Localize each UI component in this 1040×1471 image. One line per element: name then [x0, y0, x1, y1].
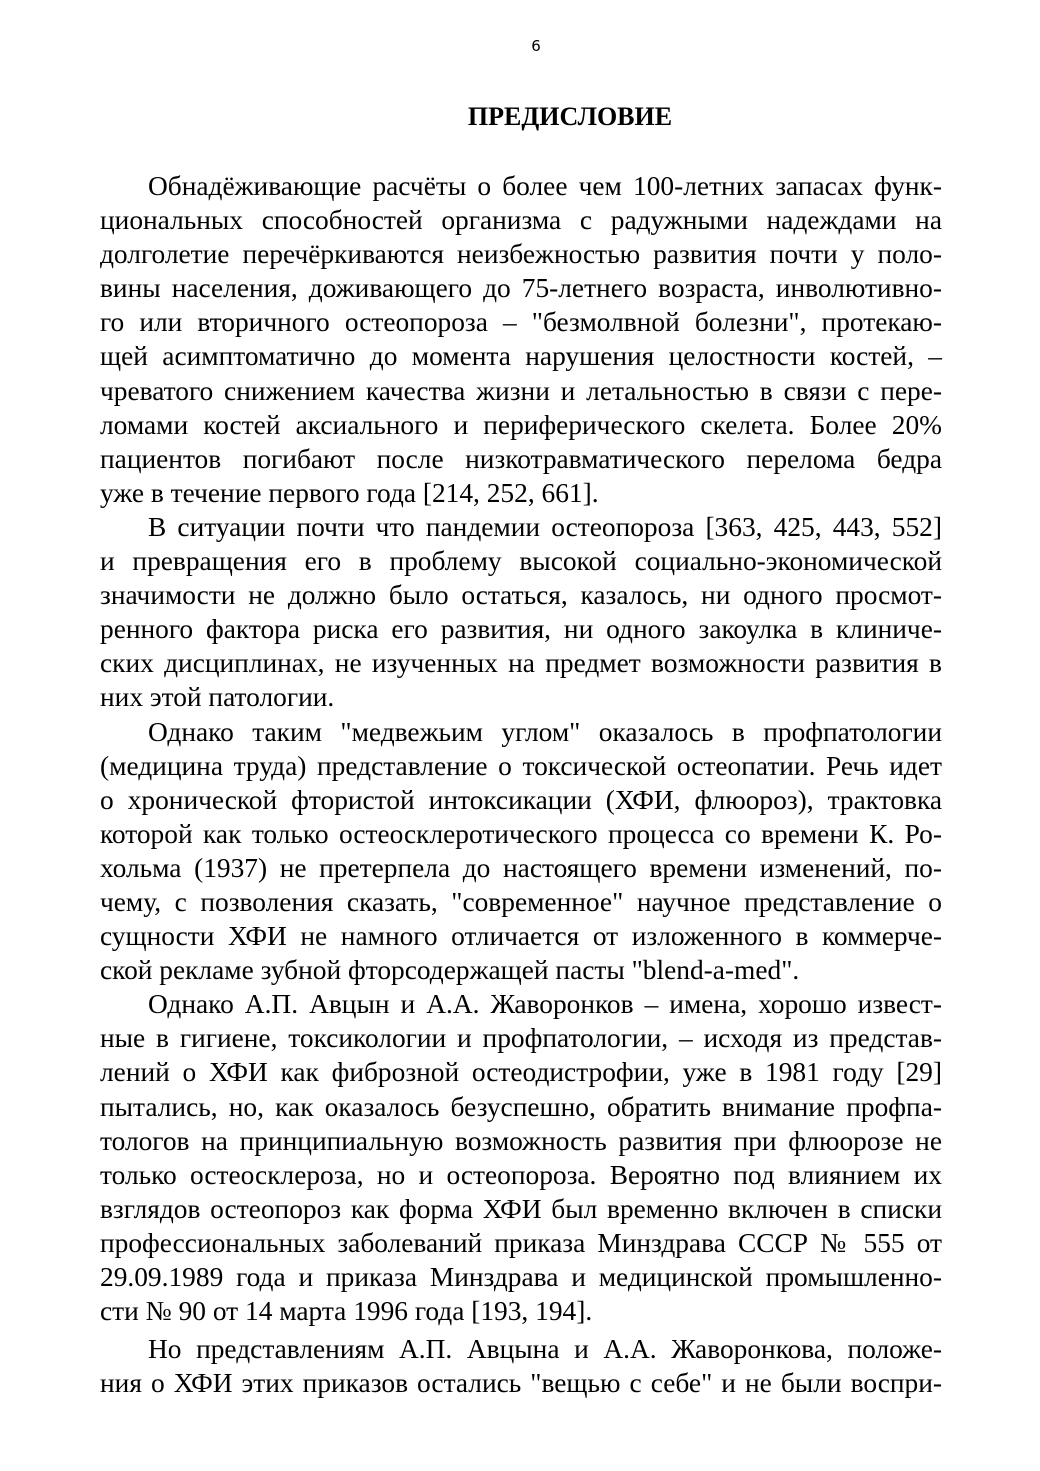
- text-line: тологов на принципиальную возможность развития при флюорозе не: [100, 1125, 942, 1156]
- text-line: (медицина труда) представление о токсической остеопатии. Речь идет: [100, 750, 942, 781]
- text-line: ния о ХФИ этих приказов остались "вещью с себе" и не были воспри-: [100, 1368, 942, 1399]
- text-line: профессиональных заболеваний приказа Минздрава СССР № 555 от: [100, 1227, 942, 1258]
- text-line: долголетие перечёркиваются неизбежностью развития почти у поло-: [100, 239, 942, 270]
- text-line: пациентов погибают после низкотравматического перелома бедра: [100, 443, 942, 474]
- paragraph: [100, 987, 942, 1328]
- text-line: только остеосклероза, но и остеопороза. Вероятно под влиянием их: [100, 1159, 942, 1190]
- text-line: лений о ХФИ как фиброзной остеодистрофии, уже в 1981 году [29]: [100, 1057, 942, 1088]
- text-line: ные в гигиене, токсикологии и профпатологии, – исходя из представ-: [100, 1023, 942, 1054]
- text-line: циональных способностей организма с радужными надеждами на: [100, 205, 942, 236]
- paragraph: [100, 715, 942, 988]
- text-line: ской рекламе зубной фторсодержащей пасты "blend-a-med".: [100, 955, 800, 986]
- text-line: го или вторичного остеопороза – "безмолвной болезни", протекаю-: [100, 307, 942, 338]
- text-line: значимости не должно было остаться, казалось, ни одного просмот-: [100, 580, 942, 611]
- section-title: ПРЕДИСЛОВИЕ: [467, 102, 673, 131]
- paragraph: [100, 1332, 942, 1400]
- text-line: них этой патологии.: [100, 682, 335, 713]
- paragraph: [100, 510, 942, 715]
- text-line: о хронической фтористой интоксикации (ХФИ, флюороз), трактовка: [100, 784, 942, 815]
- text-line: щей асимптоматично до момента нарушения целостности костей, –: [100, 341, 942, 372]
- text-line: Однако А.П. Авцын и А.А. Жаворонков – имена, хорошо извест-: [148, 989, 942, 1020]
- text-line: взглядов остеопороз как форма ХФИ был временно включен в списки: [100, 1193, 942, 1224]
- text-line: уже в течение первого года [214, 252, 661].: [100, 477, 599, 508]
- text-line: чему, с позволения сказать, "современное" научное представление о: [100, 886, 942, 917]
- text-line: сти № 90 от 14 марта 1996 года [193, 194].: [100, 1296, 593, 1327]
- text-line: Но представлениям А.П. Авцына и А.А. Жаворонкова, положе-: [148, 1334, 942, 1365]
- text-line: ренного фактора риска его развития, ни одного закоулка в клиниче-: [100, 614, 942, 645]
- text-line: Обнадёживающие расчёты о более чем 100-летних запасах функ-: [148, 171, 942, 201]
- text-line: 29.09.1989 года и приказа Минздрава и медицинской промышленно-: [100, 1262, 942, 1292]
- text-line: хольма (1937) не претерпела до настоящего времени изменений, по-: [100, 852, 942, 883]
- text-line: Однако таким "медвежьим углом" оказалось в профпатологии: [148, 716, 942, 747]
- text-line: В ситуации почти что пандемии остеопороза [363, 425, 443, 552]: [148, 511, 942, 542]
- text-line: чреватого снижением качества жизни и летальностью в связи с пере-: [100, 375, 942, 406]
- text-line: вины населения, доживающего до 75-летнего возраста, инволютивно-: [100, 273, 942, 304]
- paragraph: [100, 169, 942, 510]
- text-line: и превращения его в проблему высокой социально-экономической: [100, 546, 942, 577]
- page-number: 6: [531, 37, 541, 55]
- text-line: пытались, но, как оказалось безуспешно, обратить внимание профпа-: [100, 1091, 942, 1122]
- text-line: сущности ХФИ не намного отличается от изложенного в коммерче-: [100, 921, 942, 952]
- text-line: ских дисциплинах, не изученных на предмет возможности развития в: [100, 648, 942, 679]
- text-line: ломами костей аксиального и периферического скелета. Более 20%: [100, 409, 942, 440]
- text-line: которой как только остеосклеротического процесса со времени К. Ро-: [100, 818, 942, 849]
- body-text: [100, 169, 942, 1400]
